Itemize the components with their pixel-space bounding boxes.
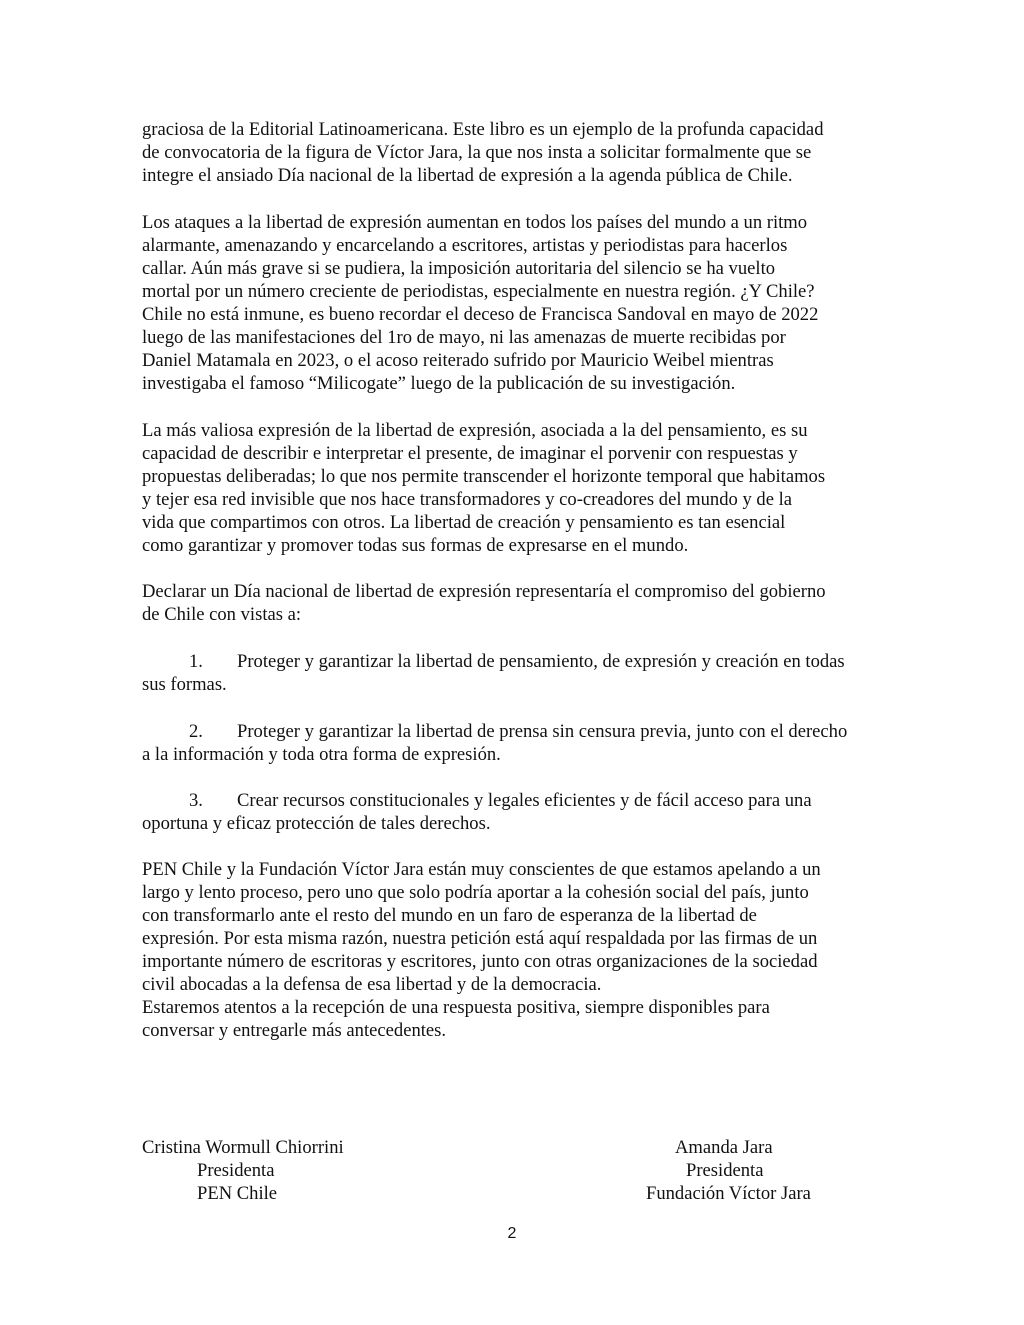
paragraph-line: de convocatoria de la figura de Víctor Jara, la que nos insta a solicitar formalmente que se bbox=[142, 142, 812, 163]
paragraph-line: de Chile con vistas a: bbox=[142, 604, 302, 625]
signatory-name: Amanda Jara bbox=[675, 1137, 773, 1158]
list-item-number: 1. bbox=[189, 651, 203, 672]
paragraph-line: importante número de escritoras y escritores, junto con otras organizaciones de la sociedad bbox=[142, 951, 818, 972]
paragraph-line: La más valiosa expresión de la libertad de expresión, asociada a la del pensamiento, es su bbox=[142, 420, 808, 441]
paragraph-line: propuestas deliberadas; lo que nos permite transcender el horizonte temporal que habitamos bbox=[142, 466, 826, 487]
page-number: 2 bbox=[507, 1225, 517, 1242]
paragraph-line: mortal por un número creciente de periodistas, especialmente en nuestra región. ¿Y Chile? bbox=[142, 281, 815, 302]
list-item-text: Proteger y garantizar la libertad de pensamiento, de expresión y creación en todas bbox=[237, 651, 845, 672]
list-item-text: oportuna y eficaz protección de tales derechos. bbox=[142, 813, 491, 834]
paragraph-line: y tejer esa red invisible que nos hace transformadores y co-creadores del mundo y de la bbox=[142, 489, 793, 510]
paragraph-line: civil abocadas a la defensa de esa libertad y de la democracia. bbox=[142, 974, 602, 995]
paragraph-line: integre el ansiado Día nacional de la libertad de expresión a la agenda pública de Chile. bbox=[142, 165, 793, 186]
signatory-organization: PEN Chile bbox=[197, 1183, 278, 1204]
list-item-text: a la información y toda otra forma de expresión. bbox=[142, 744, 501, 765]
paragraph-line: Daniel Matamala en 2023, o el acoso reiterado sufrido por Mauricio Weibel mientras bbox=[142, 350, 774, 371]
paragraph-line: vida que compartimos con otros. La libertad de creación y pensamiento es tan esencial bbox=[142, 512, 786, 533]
list-item-text: Proteger y garantizar la libertad de prensa sin censura previa, junto con el derecho bbox=[237, 721, 848, 742]
signatory-organization: Fundación Víctor Jara bbox=[646, 1183, 811, 1204]
signatory-role: Presidenta bbox=[686, 1160, 764, 1181]
paragraph-line: luego de las manifestaciones del 1ro de mayo, ni las amenazas de muerte recibidas por bbox=[142, 327, 786, 348]
signatory-role: Presidenta bbox=[197, 1160, 275, 1181]
paragraph-line: capacidad de describir e interpretar el presente, de imaginar el porvenir con respuestas y bbox=[142, 443, 798, 464]
paragraph-line: con transformarlo ante el resto del mundo en un faro de esperanza de la libertad de bbox=[142, 905, 757, 926]
paragraph-line: graciosa de la Editorial Latinoamericana. Este libro es un ejemplo de la profunda capacidad bbox=[142, 119, 824, 140]
list-item-number: 3. bbox=[189, 790, 203, 811]
paragraph-line: callar. Aún más grave si se pudiera, la imposición autoritaria del silencio se ha vuelto bbox=[142, 258, 776, 279]
paragraph-line: expresión. Por esta misma razón, nuestra petición está aquí respaldada por las firmas de un bbox=[142, 928, 818, 949]
paragraph-line: PEN Chile y la Fundación Víctor Jara están muy conscientes de que estamos apelando a un bbox=[142, 859, 821, 880]
paragraph-line: alarmante, amenazando y encarcelando a escritores, artistas y periodistas para hacerlos bbox=[142, 235, 788, 256]
list-item-text: Crear recursos constitucionales y legales eficientes y de fácil acceso para una bbox=[237, 790, 812, 811]
list-item-text: sus formas. bbox=[142, 674, 227, 695]
paragraph-line: Chile no está inmune, es bueno recordar el deceso de Francisca Sandoval en mayo de 2022 bbox=[142, 304, 819, 325]
paragraph-line: conversar y entregarle más antecedentes. bbox=[142, 1020, 447, 1041]
signatory-name: Cristina Wormull Chiorrini bbox=[142, 1137, 344, 1158]
list-item-number: 2. bbox=[189, 721, 203, 742]
paragraph-line: investigaba el famoso “Milicogate” luego de la publicación de su investigación. bbox=[142, 373, 736, 394]
paragraph-line: Declarar un Día nacional de libertad de expresión representaría el compromiso del gobierno bbox=[142, 581, 826, 602]
paragraph-line: largo y lento proceso, pero uno que solo podría aportar a la cohesión social del país, junto bbox=[142, 882, 809, 903]
paragraph-line: Los ataques a la libertad de expresión aumentan en todos los países del mundo a un ritmo bbox=[142, 212, 808, 233]
paragraph-line: Estaremos atentos a la recepción de una respuesta positiva, siempre disponibles para bbox=[142, 997, 770, 1018]
paragraph-line: como garantizar y promover todas sus formas de expresarse en el mundo. bbox=[142, 535, 689, 556]
